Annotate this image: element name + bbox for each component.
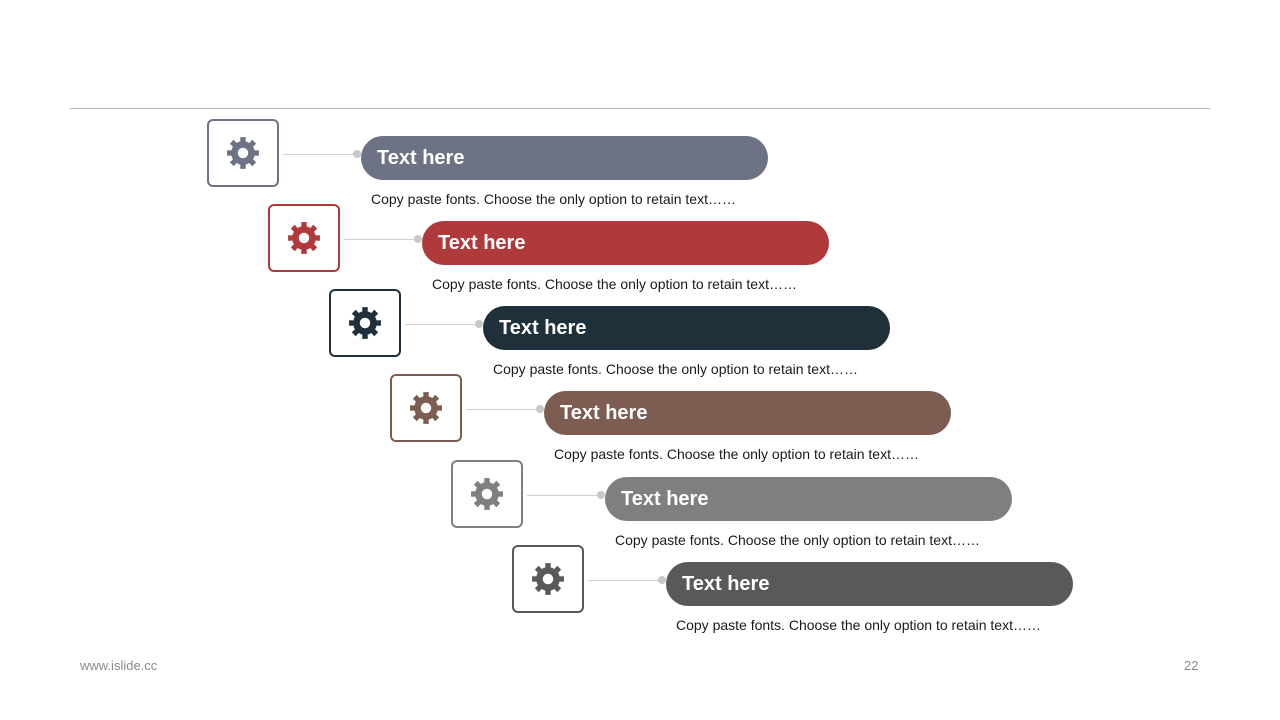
top-divider xyxy=(70,108,1210,109)
step-icon-box xyxy=(329,289,401,357)
step-title-pill: Text here xyxy=(605,477,1012,521)
step-connector xyxy=(283,154,357,155)
step-title-pill: Text here xyxy=(544,391,951,435)
gear-icon xyxy=(285,219,323,257)
step-description: Copy paste fonts. Choose the only option to retain text…… xyxy=(554,446,919,462)
step-title-pill: Text here xyxy=(361,136,768,180)
step-title-pill: Text here xyxy=(422,221,829,265)
connector-dot xyxy=(597,491,605,499)
step-connector xyxy=(405,324,479,325)
connector-dot xyxy=(536,405,544,413)
step-description: Copy paste fonts. Choose the only option to retain text…… xyxy=(432,276,797,292)
step-4 xyxy=(390,374,1270,474)
step-title-pill: Text here xyxy=(483,306,890,350)
step-icon-box xyxy=(451,460,523,528)
step-title-pill: Text here xyxy=(666,562,1073,606)
step-description: Copy paste fonts. Choose the only option to retain text…… xyxy=(371,191,736,207)
step-connector xyxy=(588,580,662,581)
step-connector xyxy=(344,239,418,240)
connector-dot xyxy=(475,320,483,328)
gear-icon xyxy=(529,560,567,598)
step-6 xyxy=(512,545,1280,645)
connector-dot xyxy=(658,576,666,584)
step-description: Copy paste fonts. Choose the only option to retain text…… xyxy=(676,617,1041,633)
step-icon-box xyxy=(512,545,584,613)
page-number: 22 xyxy=(1184,658,1199,673)
gear-icon xyxy=(346,304,384,342)
connector-dot xyxy=(353,150,361,158)
gear-icon xyxy=(468,475,506,513)
gear-icon xyxy=(407,389,445,427)
footer-url: www.islide.cc xyxy=(80,658,158,673)
gear-icon xyxy=(224,134,262,172)
step-icon-box xyxy=(390,374,462,442)
step-description: Copy paste fonts. Choose the only option to retain text…… xyxy=(615,532,980,548)
step-description: Copy paste fonts. Choose the only option to retain text…… xyxy=(493,361,858,377)
connector-dot xyxy=(414,235,422,243)
step-connector xyxy=(527,495,601,496)
step-icon-box xyxy=(268,204,340,272)
step-icon-box xyxy=(207,119,279,187)
step-connector xyxy=(466,409,540,410)
